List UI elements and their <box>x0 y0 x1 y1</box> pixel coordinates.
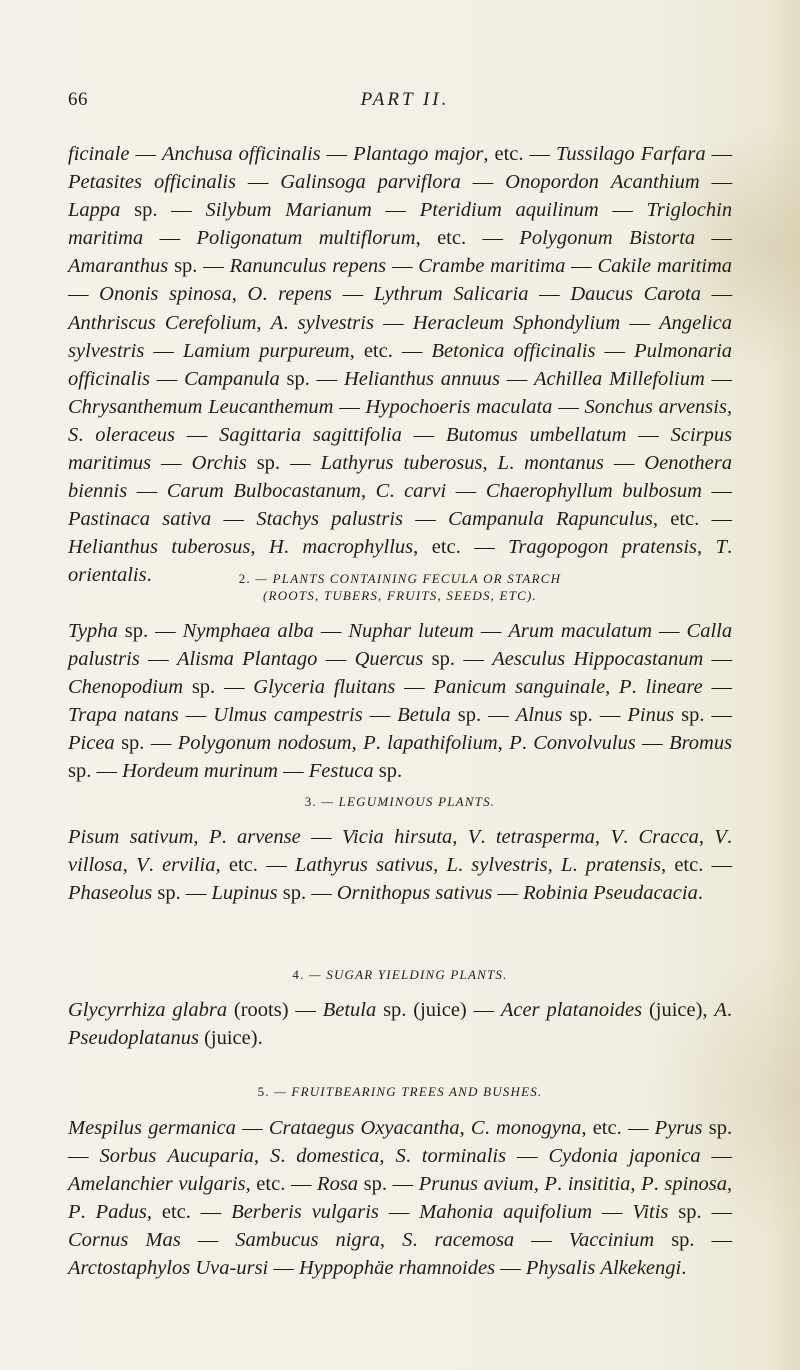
section-number: 4. <box>292 967 305 982</box>
paragraph-leguminous-plants: Pisum sativum, P. arvense — Vicia hirsuta, V. tetrasperma, V. Cracca, V. villosa, V. ervilia, etc. — Lathyrus sativus, L. sylvestris, L. pratensis, etc. — Phaseolus sp. — Lupinus sp. — Ornithopus sativus — Robinia Pseudacacia. <box>68 826 733 905</box>
section-title: SUGAR YIELDING PLANTS. <box>326 967 508 982</box>
paragraph-sugar-plants: Glycyrrhiza glabra (roots) — Betula sp. (juice) — Acer platanoides (juice), A. Pseudoplatanus (juice). <box>68 999 733 1050</box>
page-header <box>68 89 728 115</box>
section-number: 2. <box>238 571 251 586</box>
section-title: FRUITBEARING TREES AND BUSHES. <box>291 1084 543 1099</box>
section-heading-starch-plants: 2. — PLANTS CONTAINING FECULA OR STARCH (ROOTS, TUBERS, FRUITS, SEEDS, ETC). <box>68 570 732 604</box>
paragraph-fruitbearing-trees: Mespilus germanica — Crataegus Oxyacantha, C. monogyna, etc. — Pyrus sp. — Sorbus Aucuparia, S. domestica, S. torminalis — Cydonia japonica — Amelanchier vulgaris, etc. — Rosa sp. — Prunus avium, P. insititia, P. spinosa, P. Padus, etc. — Berberis vulgaris — Mahonia aquifolium — Vitis sp. — Cornus Mas — Sambucus nigra, S. racemosa — Vaccinium sp. — Arctostaphylos Uva-ursi — Hyppophäe rhamnoides — Physalis Alkekengi. <box>68 1117 733 1280</box>
section-title: PLANTS CONTAINING FECULA OR STARCH <box>272 571 562 586</box>
section-heading-fruitbearing-trees: 5. — FRUITBEARING TREES AND BUSHES. <box>257 1084 543 1099</box>
section-number: 5. <box>257 1084 270 1099</box>
section-number: 3. <box>304 794 317 809</box>
paragraph-continued-species-list: ficinale — Anchusa officinalis — Plantago major, etc. — Tussilago Farfara — Petasites officinalis — Galinsoga parviflora — Onopordon Acanthium — Lappa sp. — Silybum Marianum — Pteridium aquilinum — Triglochin maritima — Poligonatum multiflorum, etc. — Polygonum Bistorta — Amaranthus sp. — Ranunculus repens — Crambe maritima — Cakile maritima — Ononis spinosa, O. repens — Lythrum Salicaria — Daucus Carota — Anthriscus Cerefolium, A. sylvestris — Heracleum Sphondylium — Angelica sylvestris — Lamium purpureum, etc. — Betonica officinalis — Pulmonaria officinalis — Campanula sp. — Helianthus annuus — Achillea Millefolium — Chrysanthemum Leucanthemum — Hypochoeris maculata — Sonchus arvensis, S. oleraceus — Sagittaria sagittifolia — Butomus umbellatum — Scirpus maritimus — Orchis sp. — Lathyrus tuberosus, L. montanus — Oenothera biennis — Carum Bulbocastanum, C. carvi — Chaerophyllum bulbosum — Pastinaca sativa — Stachys palustris — Campanula Rapunculus, etc. — Helianthus tuberosus, H. macrophyllus, etc. — Tragopogon pratensis, T. orientalis. <box>68 143 733 587</box>
section-title: LEGUMINOUS PLANTS. <box>338 794 496 809</box>
page-number: 66 <box>68 89 88 110</box>
paragraph-starch-plants: Typha sp. — Nymphaea alba — Nuphar luteum — Arum maculatum — Calla palustris — Alisma Plantago — Quercus sp. — Aesculus Hippocastanum — Chenopodium sp. — Glyceria fluitans — Panicum sanguinale, P. lineare — Trapa natans — Ulmus campestris — Betula sp. — Alnus sp. — Pinus sp. — Picea sp. — Polygonum nodosum, P. lapathifolium, P. Convolvulus — Bromus sp. — Hordeum murinum — Festuca sp. <box>68 620 733 783</box>
section-heading-leguminous-plants: 3. — LEGUMINOUS PLANTS. <box>304 794 496 809</box>
section-heading-sugar-plants: 4. — SUGAR YIELDING PLANTS. <box>292 967 508 982</box>
section-subtitle: (ROOTS, TUBERS, FRUITS, SEEDS, ETC). <box>263 588 537 603</box>
running-head: PART II. <box>360 89 450 110</box>
